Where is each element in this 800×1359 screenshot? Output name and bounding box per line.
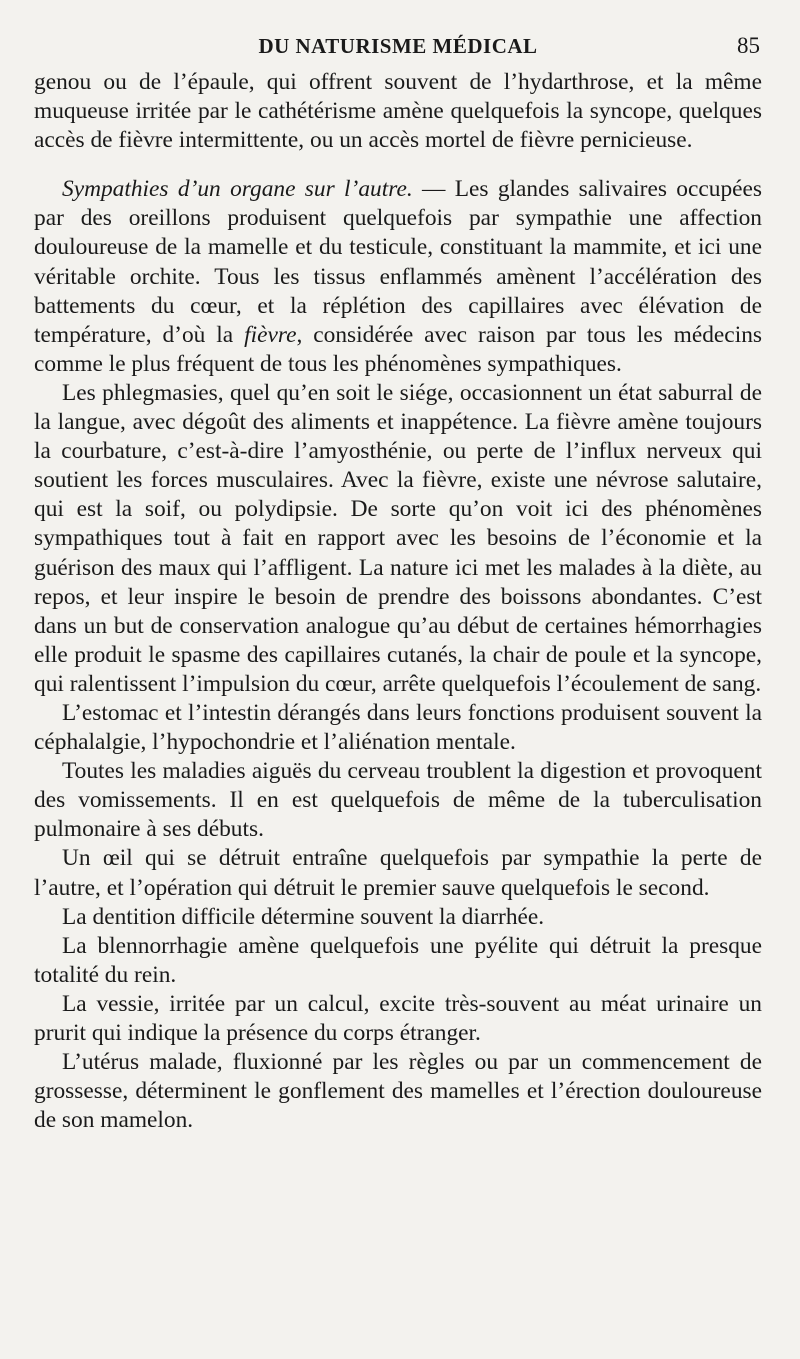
paragraph-text: — Les glandes salivaires occupées par des oreillons produisent quelquefois par sympathie une affection douloureuse de la mamelle et du testicule, constituant la mammite, et ici une véritable orchite. Tous les tissus enflammés amènent l’accélération des battements du cœur, et la réplétion des capillaires avec élévation de température, d’où la	[34, 176, 763, 348]
paragraph	[34, 844, 762, 902]
running-title: DU NATURISME MÉDICAL	[258, 34, 538, 58]
paragraph-text: La dentition difficile détermine souvent la diarrhée.	[62, 903, 545, 930]
emphasized-term: fièvre	[244, 321, 297, 348]
paragraph	[34, 699, 762, 757]
paragraph-text: La blennorrhagie amène quelquefois une pyélite qui détruit la presque totalité du rein.	[34, 932, 762, 988]
running-head	[34, 28, 762, 68]
paragraph	[34, 932, 762, 990]
paragraph-text: L’utérus malade, fluxionné par les règles ou par un commencement de grossesse, déterminent le gonflement des mamelles et l’érection douloureuse de son mamelon.	[34, 1049, 762, 1134]
paragraph	[34, 903, 762, 932]
paragraph-text: Toutes les maladies aiguës du cerveau troublent la digestion et provoquent des vomissements. Il en est quelquefois de même de la tuberculisation pulmonaire à ses débuts.	[34, 758, 762, 843]
paragraph-text: Un œil qui se détruit entraîne quelquefois par sympathie la perte de l’autre, et l’opération qui détruit le premier sauve quelquefois le second.	[34, 845, 762, 901]
body-text	[34, 68, 762, 1135]
section-heading: Sympathies d’un organe sur l’autre.	[62, 176, 413, 203]
paragraph	[34, 175, 762, 379]
paragraph-text: La vessie, irritée par un calcul, excite très-souvent au méat urinaire un prurit qui indique la présence du corps étranger.	[34, 990, 762, 1046]
paragraph	[34, 990, 762, 1048]
paragraph	[34, 379, 762, 699]
paragraph	[34, 1048, 762, 1135]
paragraph	[34, 757, 762, 844]
paragraph-text: genou ou de l’épaule, qui offrent souvent de l’hydarthrose, et la même muqueuse irritée par le cathétérisme amène quelquefois la syncope, quelques accès de fièvre intermittente, ou un accès mortel de fièvre pernicieuse.	[34, 69, 762, 154]
paragraph-text: L’estomac et l’intestin dérangés dans leurs fonctions produisent souvent la céphalalgie, l’hypochondrie et l’aliénation mentale.	[34, 699, 762, 756]
page-number: 85	[737, 33, 760, 58]
paragraph-text: Les phlegmasies, quel qu’en soit le siége, occasionnent un état saburral de la langue, avec dégoût des aliments et inappétence. La fièvre amène toujours la courbature, c’est-à-dire l’amyosthénie, ou perte de l’influx nerveux qui soutient les forces musculaires. Avec la fièvre, existe une névrose salutaire, qui est la soif, ou polydipsie. De sorte qu’on voit ici des phénomènes sympathiques tout à fait en rapport avec les besoins de l’économie et la guérison des maux qui l’affligent. La nature ici met les malades à la diète, au repos, et leur inspire le besoin de prendre des boissons abondantes. C’est dans un but de conservation analogue qu’au début de certaines hémorrhagies elle produit le spasme des capillaires cutanés, la chair de poule et la syncope, qui ralentissent l’impulsion du cœur, arrête quelquefois l’écoulement de sang.	[34, 379, 762, 697]
paragraph-text: , considérée avec raison par tous les médecins comme le plus fréquent de tous les phénomènes sympathiques.	[34, 321, 762, 377]
paragraph	[34, 68, 762, 155]
